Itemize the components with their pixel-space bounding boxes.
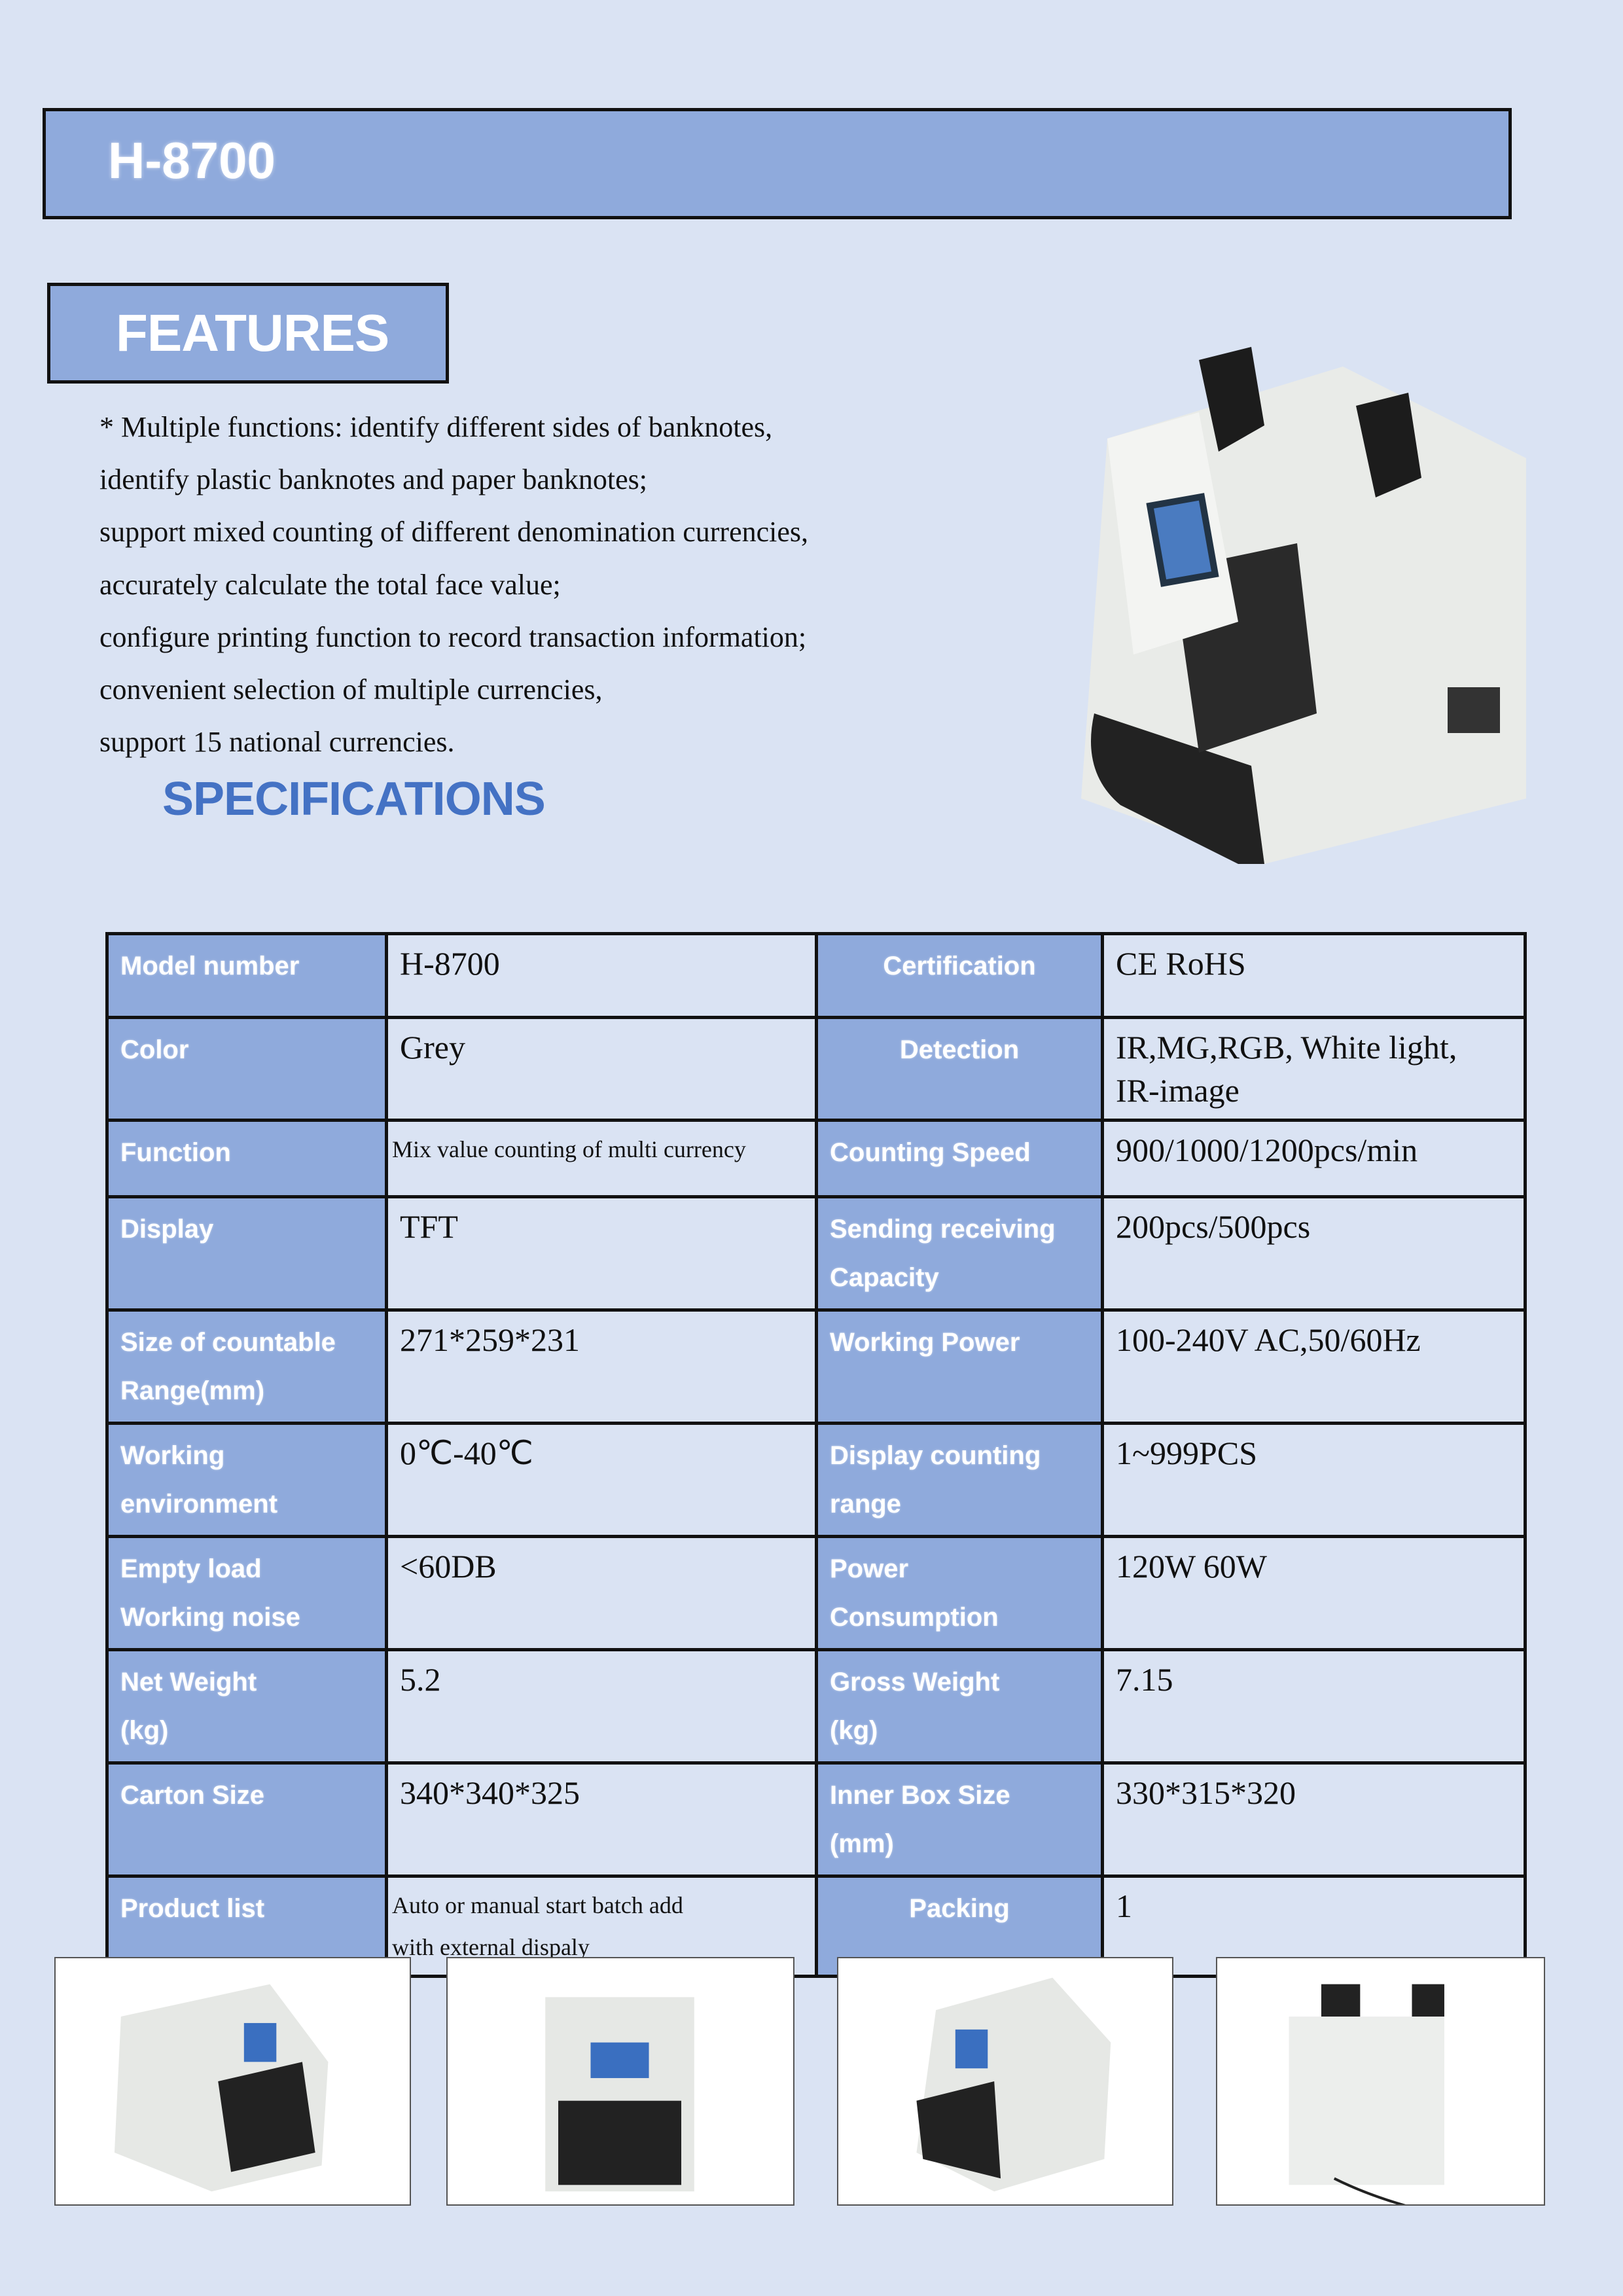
spec-row: [107, 1424, 1525, 1537]
spec-label: Gross Weight (kg): [817, 1650, 1103, 1763]
spec-label: Working environment: [107, 1424, 387, 1537]
spec-label: Product list: [107, 1876, 387, 1977]
spec-value: Grey: [387, 1018, 817, 1121]
spec-label: Display counting range: [817, 1424, 1103, 1537]
specifications-table: [105, 932, 1527, 1978]
spec-label: Detection: [817, 1018, 1103, 1121]
spec-row: [107, 1537, 1525, 1650]
spec-label: Counting Speed: [817, 1121, 1103, 1197]
product-thumbnail-3: [837, 1957, 1173, 2206]
feature-line: * Multiple functions: identify different sides of banknotes,: [99, 411, 773, 443]
features-header: [47, 283, 449, 384]
spec-label: Power Consumption: [817, 1537, 1103, 1650]
spec-value: 1: [1103, 1876, 1525, 1977]
spec-label: Certification: [817, 934, 1103, 1018]
feature-line: support 15 national currencies.: [99, 726, 455, 759]
spec-value: 271*259*231: [387, 1310, 817, 1424]
spec-row: [107, 1763, 1525, 1876]
spec-label: Display: [107, 1197, 387, 1310]
product-thumbnail-4: [1216, 1957, 1545, 2206]
spec-value: Auto or manual start batch add with external dispaly: [387, 1876, 817, 1977]
model-title: H-8700: [108, 132, 276, 189]
product-thumbnail-2: [446, 1957, 794, 2206]
spec-label: Carton Size: [107, 1763, 387, 1876]
spec-row: [107, 1018, 1525, 1121]
spec-row: [107, 1650, 1525, 1763]
spec-value: 120W 60W: [1103, 1537, 1525, 1650]
model-header: [43, 108, 1512, 219]
spec-label: Model number: [107, 934, 387, 1018]
spec-value: 7.15: [1103, 1650, 1525, 1763]
spec-value: Mix value counting of multi currency: [387, 1121, 817, 1197]
spec-value: IR,MG,RGB, White light, IR-image: [1103, 1018, 1525, 1121]
feature-line: accurately calculate the total face value;: [99, 568, 561, 601]
spec-value: 200pcs/500pcs: [1103, 1197, 1525, 1310]
spec-label: Packing: [817, 1876, 1103, 1977]
features-title: FEATURES: [116, 304, 389, 362]
feature-line: convenient selection of multiple currencies,: [99, 673, 603, 706]
feature-line: identify plastic banknotes and paper banknotes;: [99, 463, 647, 496]
spec-row: [107, 934, 1525, 1018]
spec-value: <60DB: [387, 1537, 817, 1650]
spec-label: Sending receiving Capacity: [817, 1197, 1103, 1310]
spec-row: [107, 1121, 1525, 1197]
spec-label: Inner Box Size (mm): [817, 1763, 1103, 1876]
spec-label: Working Power: [817, 1310, 1103, 1424]
product-thumbnail-1: [54, 1957, 411, 2206]
spec-value: 5.2: [387, 1650, 817, 1763]
spec-value: H-8700: [387, 934, 817, 1018]
specifications-title: SPECIFICATIONS: [162, 773, 545, 825]
spec-value: 900/1000/1200pcs/min: [1103, 1121, 1525, 1197]
spec-value: 340*340*325: [387, 1763, 817, 1876]
features-list: [99, 406, 808, 773]
banknote-counter-image: [1068, 347, 1529, 867]
spec-row: [107, 1310, 1525, 1424]
spec-value: 100-240V AC,50/60Hz: [1103, 1310, 1525, 1424]
spec-value: CE RoHS: [1103, 934, 1525, 1018]
spec-label: Color: [107, 1018, 387, 1121]
spec-value: TFT: [387, 1197, 817, 1310]
spec-value: 330*315*320: [1103, 1763, 1525, 1876]
spec-label: Empty load Working noise: [107, 1537, 387, 1650]
spec-label: Function: [107, 1121, 387, 1197]
spec-label: Size of countable Range(mm): [107, 1310, 387, 1424]
spec-row: [107, 1197, 1525, 1310]
spec-label: Net Weight (kg): [107, 1650, 387, 1763]
feature-line: support mixed counting of different denomination currencies,: [99, 516, 809, 548]
spec-value: 0℃-40℃: [387, 1424, 817, 1537]
feature-line: configure printing function to record transaction information;: [99, 620, 807, 653]
spec-value: 1~999PCS: [1103, 1424, 1525, 1537]
